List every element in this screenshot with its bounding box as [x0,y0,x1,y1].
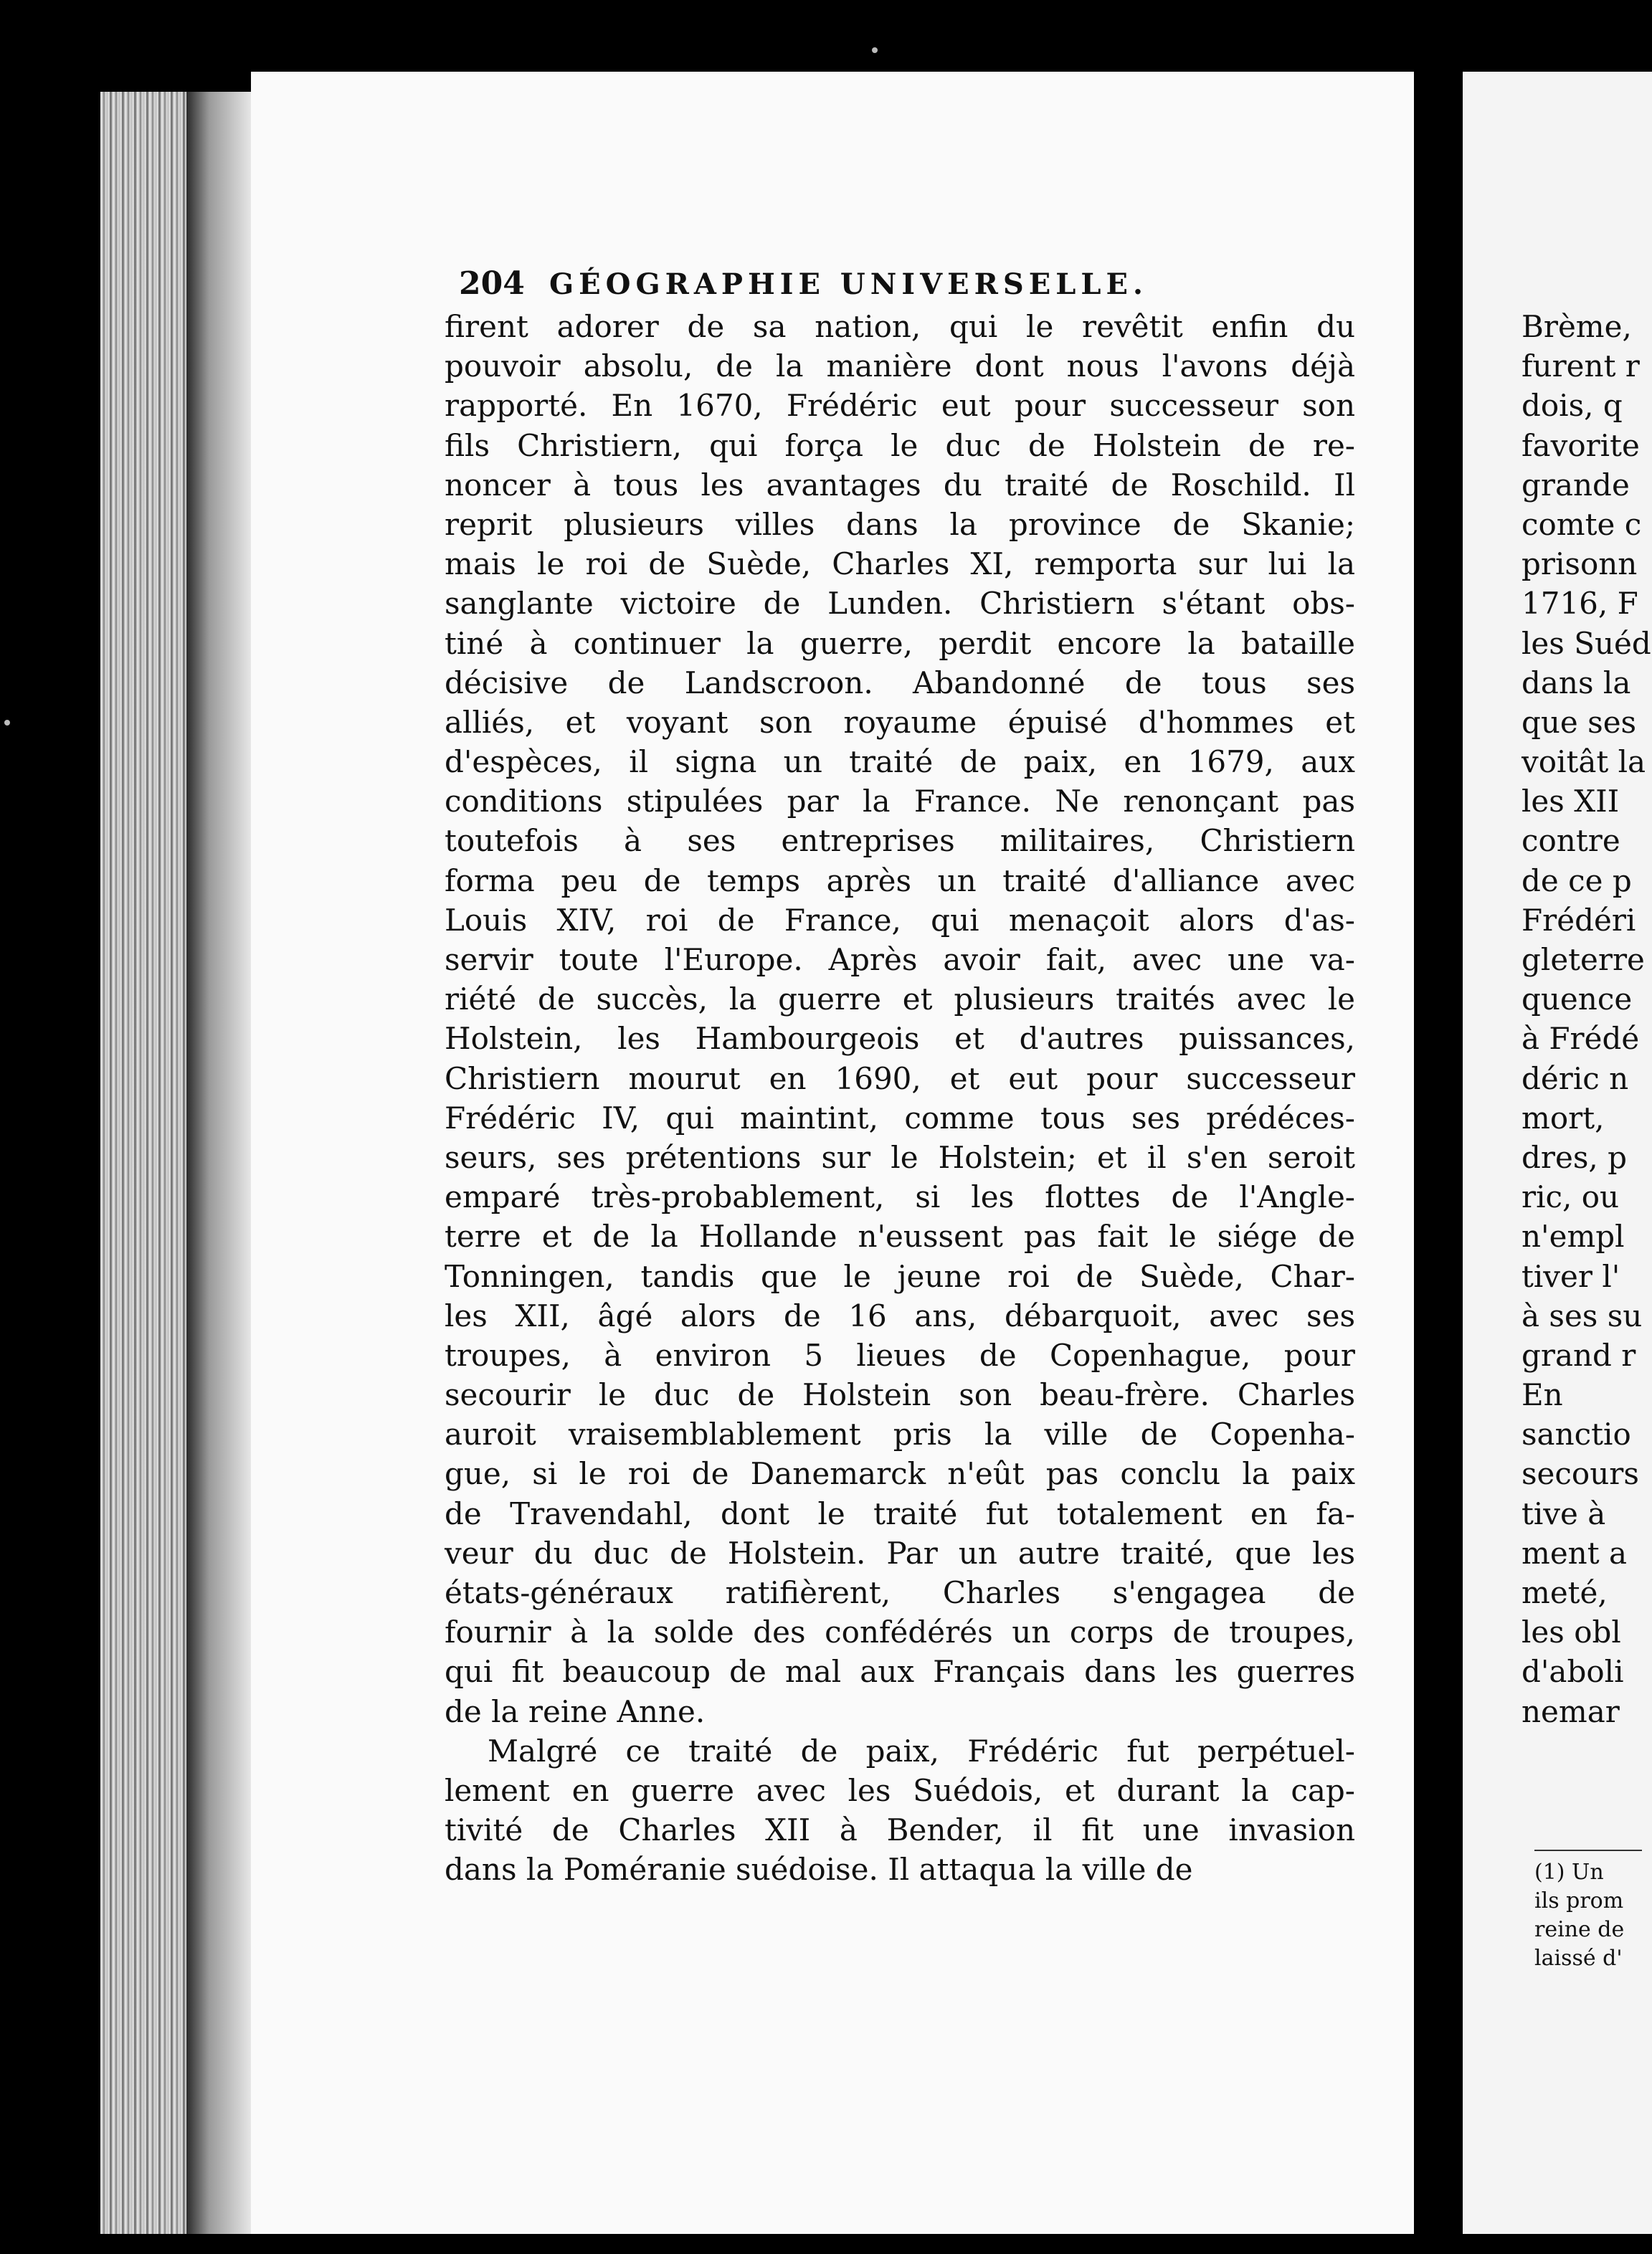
right-text-line: déric n [1522,1060,1629,1096]
right-text-line: gleterre [1522,942,1645,977]
right-text-line: tive à [1522,1495,1606,1531]
footnote-rule [1534,1850,1642,1851]
right-text-line: dans la [1522,665,1631,700]
text-line: Louis XIV, roi de France, qui menaçoit alors d'as- [445,902,1355,938]
text-line: qui fit beaucoup de mal aux Français dans les guerres [445,1654,1355,1690]
text-line: conditions stipulées par la France. Ne renonçant pas [445,784,1355,819]
text-line: toutefois à ses entreprises militaires, Christiern [445,823,1355,859]
right-text-line: les XII [1522,784,1620,819]
right-text-line: dois, q [1522,388,1623,424]
text-line: emparé très-probablement, si les flottes de l'Angle- [445,1179,1355,1215]
text-line: forma peu de temps après un traité d'alliance avec [445,862,1355,898]
text-line: Frédéric IV, qui maintint, comme tous ses prédéces- [445,1100,1355,1136]
right-text-line: Brème, [1522,309,1632,344]
right-page-text [1522,307,1651,1731]
right-text-line: à ses su [1522,1298,1643,1333]
text-line: auroit vraisemblablement pris la ville de Copenha- [445,1417,1355,1452]
right-text-line: grand r [1522,1337,1636,1373]
right-text-line: contre [1522,823,1620,859]
right-text-line: les Suéd [1522,625,1651,661]
text-line: gue, si le roi de Danemarck n'eût pas conclu la paix [445,1456,1355,1492]
footnote-line: ils prom [1534,1888,1624,1913]
right-page-footnotes [1534,1850,1642,1973]
right-text-line: tiver l' [1522,1258,1620,1294]
right-text-line: nemar [1522,1693,1620,1729]
right-text-line: secours [1522,1456,1639,1492]
body-text [445,307,1355,1890]
text-line: tiné à continuer la guerre, perdit encore la bataille [445,625,1355,661]
text-line: noncer à tous les avantages du traité de Roschild. Il [445,467,1355,503]
right-text-line: dres, p [1522,1139,1627,1175]
footnote-line: reine de [1534,1917,1625,1942]
text-line: fils Christiern, qui força le duc de Holstein de re- [445,427,1355,463]
right-text-line: 1716, F [1522,586,1638,622]
text-line: rapporté. En 1670, Frédéric eut pour successeur son [445,388,1355,424]
text-line: tivité de Charles XII à Bender, il fit une invasion [445,1812,1355,1848]
text-line: Holstein, les Hambourgeois et d'autres puissances, [445,1021,1355,1057]
right-text-line: ment a [1522,1535,1627,1571]
dust-speck [4,720,10,726]
gutter [1414,0,1463,2254]
right-text-line: à Frédé [1522,1021,1640,1057]
page-edges-stack [100,92,251,2234]
right-text-line: quence [1522,981,1633,1017]
right-text-line: prisonn [1522,546,1638,582]
text-line: veur du duc de Holstein. Par un autre traité, que les [445,1535,1355,1571]
right-text-line: n'empl [1522,1219,1625,1255]
footnote-line: laissé d' [1534,1946,1623,1971]
right-text-line: ric, ou [1522,1179,1620,1215]
text-line: Malgré ce traité de paix, Frédéric fut perpétuel- [488,1733,1355,1769]
text-line: décisive de Landscroon. Abandonné de tous ses [445,665,1355,700]
right-text-line: les obl [1522,1615,1621,1650]
text-line: secourir le duc de Holstein son beau-frère. Charles [445,1377,1355,1413]
text-line: Tonningen, tandis que le jeune roi de Suède, Char- [445,1258,1355,1294]
dust-speck [872,47,878,53]
text-line: troupes, à environ 5 lieues de Copenhague, pour [445,1337,1355,1373]
text-line: mais le roi de Suède, Charles XI, remporta sur lui la [445,546,1355,582]
text-line: pouvoir absolu, de la manière dont nous l'avons déjà [445,348,1355,384]
text-line: fournir à la solde des confédérés un corps de troupes, [445,1615,1355,1650]
text-line: dans la Poméranie suédoise. Il attaqua la ville de [445,1852,1193,1888]
right-text-line: de ce p [1522,862,1632,898]
text-line: états-généraux ratifièrent, Charles s'engagea de [445,1575,1355,1610]
text-line: de la reine Anne. [445,1693,706,1729]
right-text-line: grande [1522,467,1630,503]
text-line: terre et de la Hollande n'eussent pas fait le siége de [445,1219,1355,1255]
running-head-title: GÉOGRAPHIE UNIVERSELLE. [549,267,1148,301]
right-text-line: Frédéri [1522,902,1636,938]
right-text-line: favorite [1522,427,1640,463]
text-line: riété de succès, la guerre et plusieurs traités avec le [445,981,1355,1017]
text-line: Christiern mourut en 1690, et eut pour successeur [445,1060,1355,1096]
text-line: servir toute l'Europe. Après avoir fait, avec une va- [445,942,1355,977]
text-line: lement en guerre avec les Suédois, et durant la cap- [445,1772,1355,1808]
text-line: de Travendahl, dont le traité fut totalement en fa- [445,1495,1355,1531]
right-text-line: que ses [1522,704,1637,740]
right-text-line: comte c [1522,506,1642,542]
right-text-line: En [1522,1377,1563,1413]
text-line: d'espèces, il signa un traité de paix, en 1679, aux [445,744,1355,780]
text-line: seurs, ses prétentions sur le Holstein; et il s'en seroit [445,1139,1355,1175]
right-text-line: furent r [1522,348,1640,384]
text-line: sanglante victoire de Lunden. Christiern s'étant obs- [445,586,1355,622]
text-line: les XII, âgé alors de 16 ans, débarquoit, avec ses [445,1298,1355,1333]
running-head [459,265,1262,311]
right-text-line: mort, [1522,1100,1605,1136]
text-line: alliés, et voyant son royaume épuisé d'hommes et [445,704,1355,740]
right-text-line: d'aboli [1522,1654,1624,1690]
right-text-line: meté, [1522,1575,1608,1610]
text-line: reprit plusieurs villes dans la province de Skanie; [445,506,1355,542]
footnote-line: (1) Un [1534,1860,1604,1885]
right-text-line: voitât la [1522,744,1646,780]
right-text-line: sanctio [1522,1417,1631,1452]
page-number: 204 [459,265,525,302]
text-line: firent adorer de sa nation, qui le revêtit enfin du [445,309,1355,344]
